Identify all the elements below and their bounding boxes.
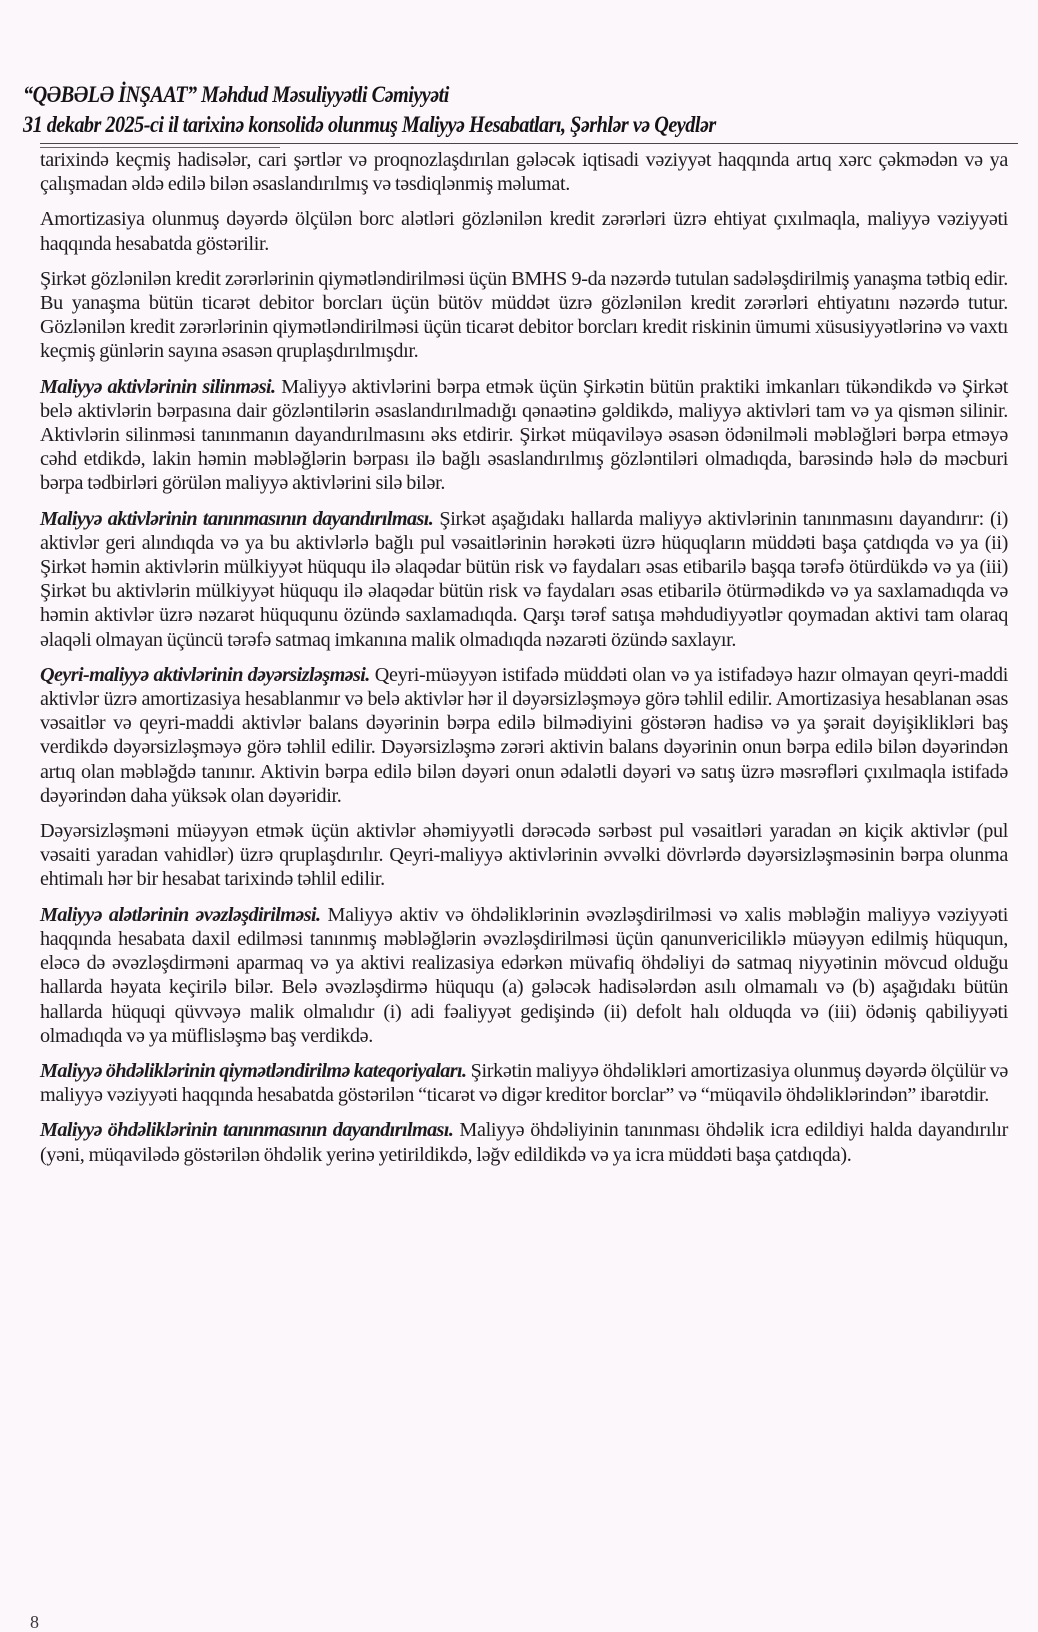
paragraph-text: Maliyyə öhdəliyinin tanınması öhdəlik icra edildiyi halda dayandırılır (yəni, müqavilədə göstərilən öhdəlik yerinə yetirildikdə, ləğv edildikdə və ya icra müddəti başa çatdıqda). (40, 1119, 1008, 1166)
paragraph-text: Maliyyə aktiv və öhdəliklərinin əvəzləşdirilməsi və xalis məbləğin maliyyə vəziyyəti haqqında hesabata daxil edilməsi tanınmış məbləğlərin əvəzləşdirilməsi üçün qanunvericiliklə müəyyən edilmiş hüququn, eləcə də əvəzləşdirməni aparmaq və ya aktivi realizasiya edərkən müvafiq öhdəliyi də satmaq niyyətinin mövcud olduğu hallarda həyata keçirilə bilər. Belə əvəzləşdirmə hüququ (a) gələcək hadisələrdən asılı olmamalı və (b) aşağıdakı bütün hallarda hüquqi qüvvəyə malik olmalıdır (i) adi fəaliyyət gedişində (ii) defolt halı olduqda və (iii) ödəniş qabiliyyəti olmadıqda və ya müflisləşmə baş verdikdə. (40, 903, 1008, 1047)
paragraph-derecognition-assets (40, 507, 1008, 652)
company-name: “QƏBƏLƏ İNŞAAT” Məhdud Məsuliyyətli Cəmiyyəti (23, 82, 449, 108)
paragraph-text: Qeyri-müəyyən istifadə müddəti olan və ya istifadəyə hazır olmayan qeyri-maddi aktivlər üzrə amortizasiya hesablanmır və belə aktivlər hər il dəyərsizləşməyə görə təhlil edilir. Amortizasiya hesablanan əsas vəsaitlər və qeyri-maddi aktivlər balans dəyərinin bərpa edilə bilmədiyini göstərən hadisə və ya şərait dəyişiklikləri baş verdikdə dəyərsizləşməyə görə təhlil edilir. Dəyərsizləşmə zərəri aktivin balans dəyərinin onun bərpa edilə bilən dəyərindən artıq olan məbləğdə tanınır. Aktivin bərpa edilə bilən dəyəri onun ədalətli dəyəri və satış üzrə məsrəfləri çıxılmaqla istifadə dəyərindən daha yüksək olan dəyəridir. (40, 663, 1008, 807)
page-number: 8 (30, 1612, 39, 1632)
report-subtitle: 31 dekabr 2025-ci il tarixinə konsolidə olunmuş Maliyyə Hesabatları, Şərhlər və Qeydlər (23, 112, 716, 138)
document-header (23, 80, 968, 140)
paragraph-text: Amortizasiya olunmuş dəyərdə ölçülən borc alətləri gözlənilən kredit zərərləri üzrə ehtiyat çıxılmaqla, maliyyə vəziyyəti haqqında hesabatda göstərilir. (40, 208, 1008, 255)
paragraph-heading: Qeyri-maliyyə aktivlərinin dəyərsizləşməsi. (40, 663, 370, 686)
paragraph-derecognition-liabilities (40, 1118, 1008, 1166)
paragraph-heading: Maliyyə öhdəliklərinin qiymətləndirilmə kateqoriyaları. (40, 1059, 467, 1082)
document-body (40, 148, 1008, 1167)
paragraph-text: Şirkətin maliyyə öhdəlikləri amortizasiya olunmuş dəyərdə ölçülür və maliyyə vəziyyəti haqqında hesabatda göstərilən “ticarət və digər kreditor borclar” və “müqavilə öhdəliklərindən” ibarətdir. (40, 1059, 1008, 1107)
paragraph-heading: Maliyyə öhdəliklərinin tanınmasının dayandırılması. (40, 1119, 454, 1142)
paragraph-debt-instruments (40, 207, 1008, 255)
paragraph-heading: Maliyyə alətlərinin əvəzləşdirilməsi. (40, 903, 321, 926)
paragraph-impairment (40, 663, 1008, 808)
paragraph-heading: Maliyyə aktivlərinin silinməsi. (40, 375, 276, 398)
paragraph-text: Maliyyə aktivlərini bərpa etmək üçün Şirkətin bütün praktiki imkanları tükəndikdə və Şirkət belə aktivlərin bərpasına dair gözləntilərin əsaslandırılmadığı qənaətinə gəldikdə, maliyyə aktivləri tam və ya qismən silinir. Aktivlərin silinməsi tanınmanın dayandırılmasını əks etdirir. Şirkət müqaviləyə əsasən ödənilməli məbləğləri bərpa etməyə cəhd etdikdə, lakin həmin məbləğlərin bərpası ilə bağlı əsaslandırılmış gözləntiləri olmadıqda, barəsində hələ də məcburi bərpa tədbirləri görülən maliyyə aktivlərini silə bilər. (40, 375, 1008, 495)
paragraph-write-off (40, 375, 1008, 496)
paragraph-heading: Maliyyə aktivlərinin tanınmasının dayandırılması. (40, 507, 434, 530)
paragraph-expected-credit-loss (40, 267, 1008, 364)
paragraph-cash-generating-units (40, 819, 1008, 892)
paragraph-continuation (40, 148, 1008, 196)
paragraph-text: Şirkət gözlənilən kredit zərərlərinin qiymətləndirilməsi üçün BMHS 9-da nəzərdə tutulan sadələşdirilmiş yanaşma tətbiq edir. Bu yanaşma bütün ticarət debitor borcları üçün bütöv müddət üzrə gözlənilən kredit zərərləri ehtiyatını nəzərdə tutur. Gözlənilən kredit zərərlərinin qiymətləndirilməsi üçün ticarət debitor borcları kredit riskinin ümumi xüsusiyyətlərinə və vaxtı keçmiş günlərin sayına əsasən qruplaşdırılmışdır. (40, 267, 1008, 363)
paragraph-offsetting (40, 903, 1008, 1048)
paragraph-text: Dəyərsizləşməni müəyyən etmək üçün aktivlər əhəmiyyətli dərəcədə sərbəst pul vəsaitləri yaradan ən kiçik aktivlər (pul vəsaiti yaradan vahidlər) üzrə qruplaşdırılır. Qeyri-maliyyə aktivlərinin əvvəlki dövrlərdə dəyərsizləşməsinin bərpa olunma ehtimalı hər bir hesabat tarixində təhlil edilir. (40, 820, 1008, 891)
paragraph-text: Şirkət aşağıdakı hallarda maliyyə aktivlərinin tanınmasını dayandırır: (i) aktivlər geri alındıqda və ya bu aktivlərlə bağlı pul vəsaitlərinin hərəkəti üzrə hüquqların müddəti başa çatdıqda və ya (ii) Şirkət həmin aktivlərin mülkiyyət hüququ ilə əlaqədar bütün risk və faydaları əsas etibarilə başqa tərəfə ötürdükdə və ya (iii) Şirkət bu aktivlərin mülkiyyət hüququ ilə əlaqədar bütün risk və faydaları əsas etibarilə ötürmədikdə və ya saxlamadıqda və həmin aktivlər üzrə nəzarət hüququnu özündə saxlamadıqda. Qarşı tərəf satışa məhdudiyyətlər qoymadan aktivi tam olaraq əlaqəli olmayan üçüncü tərəfə satmaq imkanına malik olmadıqda nəzarəti özündə saxlayır. (40, 507, 1008, 651)
paragraph-liability-categories (40, 1059, 1008, 1107)
paragraph-text: tarixində keçmiş hadisələr, cari şərtlər və proqnozlaşdırılan gələcək iqtisadi vəziyyət haqqında artıq xərc çəkmədən və ya çalışmadan əldə edilə bilən əsaslandırılmış və təsdiqlənmiş məlumat. (40, 149, 1008, 196)
header-rule (40, 143, 1018, 144)
